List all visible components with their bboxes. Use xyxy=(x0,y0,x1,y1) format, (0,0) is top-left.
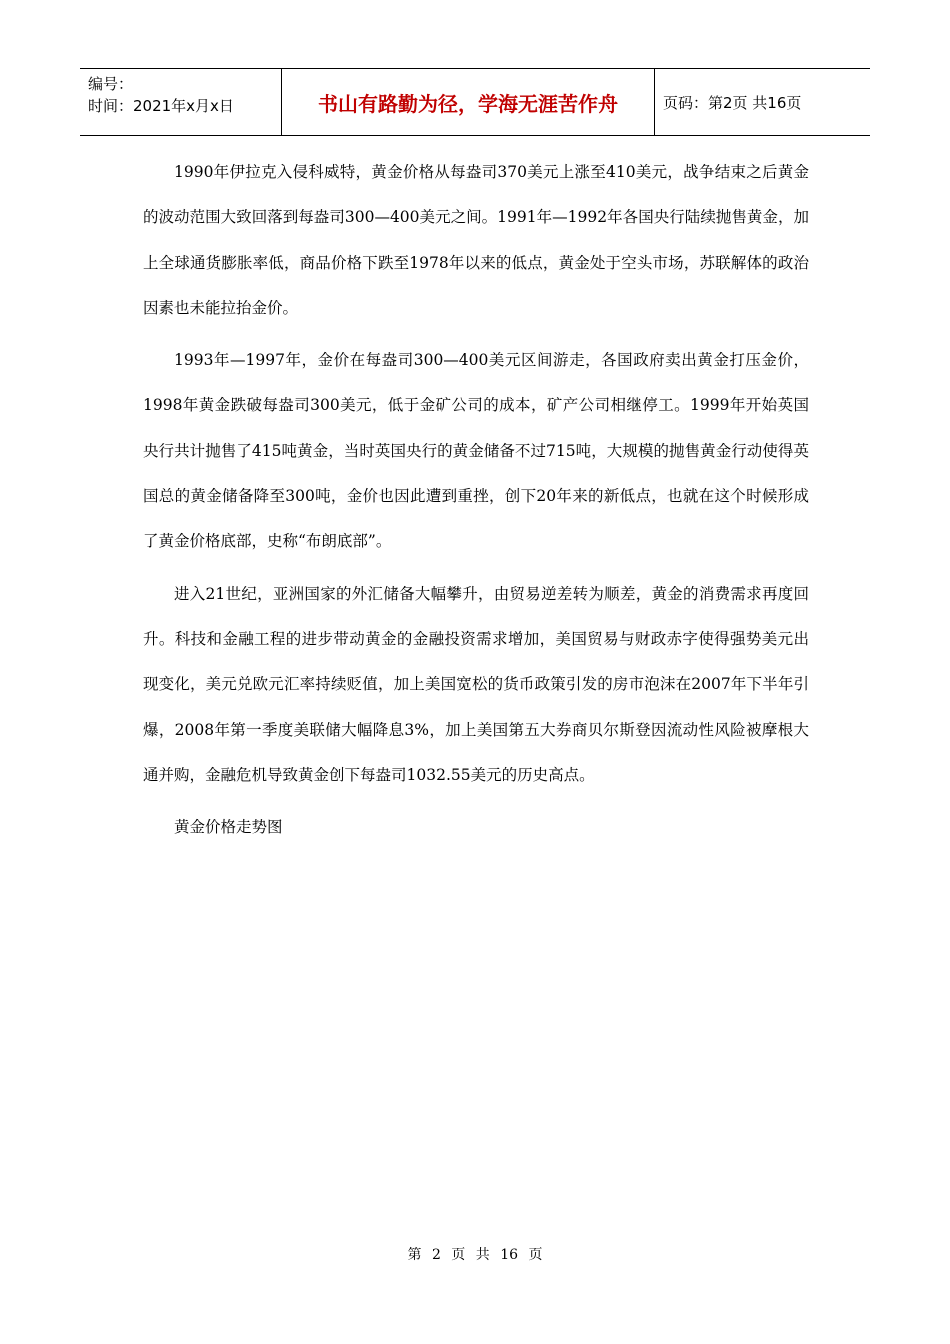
paragraph-brown-bottom: 1993年—1997年，金价在每盎司300—400美元区间游走，各国政府卖出黄金打压金价，1998年黄金跌破每盎司300美元，低于金矿公司的成本，矿产公司相继停工。1999年开始英国央行共计抛售了415吨黄金，当时英国央行的黄金储备不过715吨，大规模的抛售黄金行动使得英国总的黄金储备降至300吨，金价也因此遭到重挫，创下20年来的新低点，也就在这个时候形成了黄金价格底部，史称“布朗底部”。 xyxy=(143,351,809,551)
page-header xyxy=(80,68,870,136)
figure-caption: 黄金价格走势图 xyxy=(174,818,283,837)
header-meta xyxy=(80,69,281,135)
header-motto: 书山有路勤为径，学海无涯苦作舟 xyxy=(281,69,655,135)
document-date-label: 时间：2021年x月x日 xyxy=(88,97,234,115)
paragraph-1990s: 1990年伊拉克入侵科威特，黄金价格从每盎司370美元上涨至410美元，战争结束之后黄金的波动范围大致回落到每盎司300—400美元之间。1991年—1992年各国央行陆续抛售黄金，加上全球通货膨胀率低，商品价格下跌至1978年以来的低点，黄金处于空头市场，苏联解体的政治因素也未能拉抬金价。 xyxy=(143,163,809,317)
document-body xyxy=(143,150,809,857)
document-number-label: 编号： xyxy=(88,75,134,93)
paragraph-21st-century: 进入21世纪，亚洲国家的外汇储备大幅攀升，由贸易逆差转为顺差，黄金的消费需求再度回升。科技和金融工程的进步带动黄金的金融投资需求增加，美国贸易与财政赤字使得强势美元出现变化，美元兑欧元汇率持续贬值，加上美国宽松的货币政策引发的房市泡沫在2007年下半年引爆，2008年第一季度美联储大幅降息3%，加上美国第五大券商贝尔斯登因流动性风险被摩根大通并购，金融危机导致黄金创下每盎司1032.55美元的历史高点。 xyxy=(143,584,809,784)
header-page-info: 页码：第2页 共16页 xyxy=(663,93,802,112)
page-footer: 第 2 页 共 16 页 xyxy=(407,1247,543,1263)
